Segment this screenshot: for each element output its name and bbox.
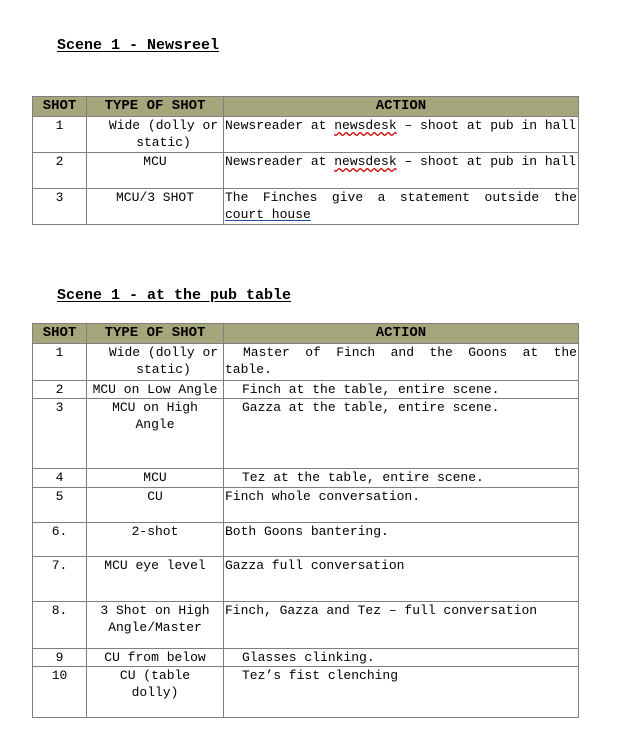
underlined-text: court house: [225, 207, 311, 222]
column-header-shot: SHOT: [33, 324, 87, 344]
shot-number: 3: [33, 399, 87, 469]
table-header-row: [33, 324, 579, 344]
shot-action: Finch, Gazza and Tez – full conversation: [224, 602, 579, 649]
column-header-type: TYPE OF SHOT: [87, 324, 224, 344]
table-row: [33, 344, 579, 381]
shot-type: MCU: [87, 469, 224, 488]
shot-type: MCU eye level: [87, 557, 224, 602]
shot-number: 5: [33, 488, 87, 523]
scene1-title: Scene 1 - Newsreel: [57, 37, 220, 54]
shot-type: Wide (dolly or static): [87, 117, 224, 153]
table-row: [33, 488, 579, 523]
table-row: [33, 469, 579, 488]
shot-type: Wide (dolly or static): [87, 344, 224, 381]
table-row: [33, 153, 579, 189]
table-row: [33, 189, 579, 225]
table-header-row: [33, 97, 579, 117]
action-text: – shoot at pub in hall: [396, 118, 577, 133]
shot-number: 6.: [33, 523, 87, 557]
column-header-type: TYPE OF SHOT: [87, 97, 224, 117]
shot-number: 2: [33, 153, 87, 189]
shot-number: 9: [33, 649, 87, 667]
shot-number: 1: [33, 344, 87, 381]
table-row: [33, 381, 579, 399]
table-row: [33, 602, 579, 649]
scene2-title: Scene 1 - at the pub table: [57, 287, 292, 304]
shot-action: Finch at the table, entire scene.: [224, 381, 579, 399]
column-header-action: ACTION: [224, 97, 579, 117]
spellcheck-flagged-word: newsdesk: [334, 154, 397, 169]
shot-type: MCU on High Angle: [87, 399, 224, 469]
shot-number: 3: [33, 189, 87, 225]
shot-action: [224, 153, 579, 189]
shot-action: Glasses clinking.: [224, 649, 579, 667]
shot-type: 3 Shot on High Angle/Master: [87, 602, 224, 649]
table-row: [33, 117, 579, 153]
table-row: [33, 523, 579, 557]
scene2-shot-table: [32, 323, 579, 718]
shot-number: 8.: [33, 602, 87, 649]
spellcheck-flagged-word: newsdesk: [334, 118, 397, 133]
action-text: Newsreader at: [225, 118, 335, 133]
table-row: [33, 667, 579, 718]
shot-action: [224, 189, 579, 225]
column-header-action: ACTION: [224, 324, 579, 344]
shot-type: CU: [87, 488, 224, 523]
table-row: [33, 399, 579, 469]
shot-number: 2: [33, 381, 87, 399]
shot-number: 10: [33, 667, 87, 718]
action-text: – shoot at pub in hall: [396, 154, 577, 169]
shot-type: MCU on Low Angle: [87, 381, 224, 399]
shot-type: 2-shot: [87, 523, 224, 557]
shot-type: CU (table dolly): [87, 667, 224, 718]
shot-number: 4: [33, 469, 87, 488]
shot-type: MCU: [87, 153, 224, 189]
shot-action: Gazza at the table, entire scene.: [224, 399, 579, 469]
action-text: The Finches give a statement outside the: [225, 190, 577, 205]
shot-number: 1: [33, 117, 87, 153]
table-row: [33, 557, 579, 602]
table-row: [33, 649, 579, 667]
shot-type: MCU/3 SHOT: [87, 189, 224, 225]
column-header-shot: SHOT: [33, 97, 87, 117]
shot-action: Gazza full conversation: [224, 557, 579, 602]
scene1-shot-table: [32, 96, 579, 225]
shot-action: Finch whole conversation.: [224, 488, 579, 523]
shot-action: Both Goons bantering.: [224, 523, 579, 557]
shot-number: 7.: [33, 557, 87, 602]
action-text: Newsreader at: [225, 154, 335, 169]
shot-action: Tez’s fist clenching: [224, 667, 579, 718]
shot-action: Tez at the table, entire scene.: [224, 469, 579, 488]
shot-type: CU from below: [87, 649, 224, 667]
shot-action: Master of Finch and the Goons at the table.: [224, 344, 579, 381]
shot-action: [224, 117, 579, 153]
